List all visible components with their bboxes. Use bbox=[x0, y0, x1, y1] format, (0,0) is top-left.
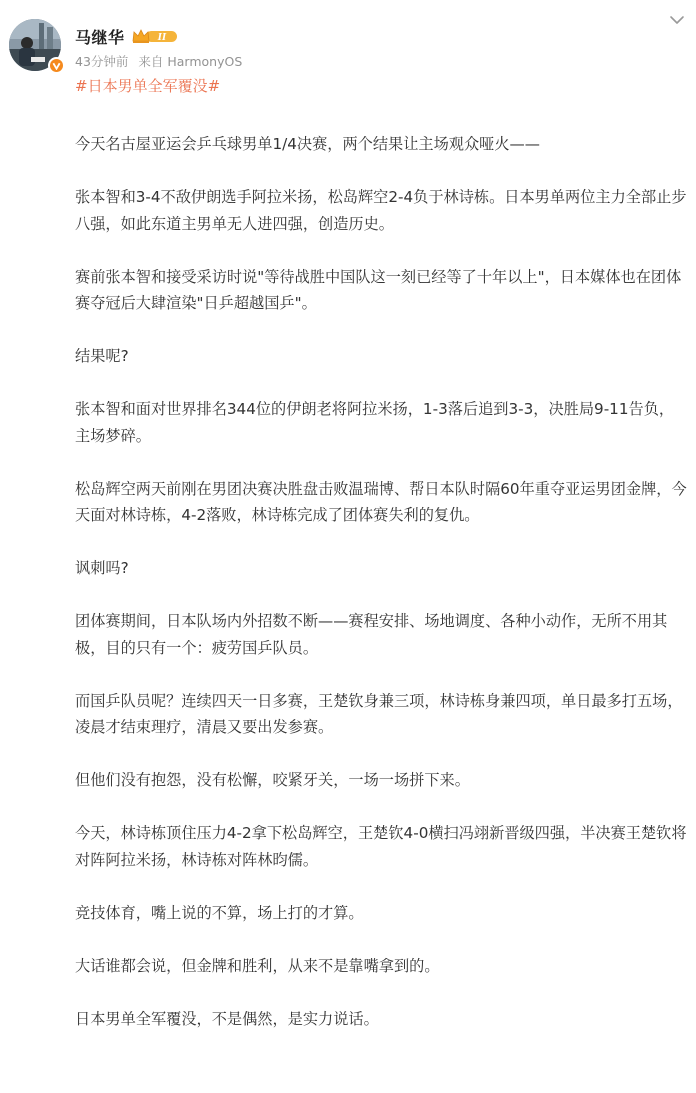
paragraph: 日本男单全军覆没，不是偶然，是实力说话。 bbox=[75, 1009, 379, 1028]
topic-hashtag[interactable]: #日本男单全军覆没# bbox=[75, 77, 221, 95]
user-name-row bbox=[75, 24, 178, 48]
post-time[interactable]: 43分钟前 bbox=[75, 54, 129, 69]
post-meta bbox=[75, 52, 242, 70]
paragraph: 松岛辉空两天前刚在男团决赛决胜盘击败温瑞博、帮日本队时隔60年重夺亚运男团金牌，今天面对林诗栋，4-2落败，林诗栋完成了团体赛失利的复仇。 bbox=[75, 479, 687, 524]
paragraph: 赛前张本智和接受采访时说"等待战胜中国队这一刻已经等了十年以上"，日本媒体也在团体赛夺冠后大肆渲染"日乒超越国乒"。 bbox=[75, 267, 682, 312]
paragraph: 大话谁都会说，但金牌和胜利，从来不是靠嘴拿到的。 bbox=[75, 956, 440, 975]
chevron-down-icon[interactable] bbox=[668, 12, 686, 26]
paragraph: 但他们没有抱怨，没有松懈，咬紧牙关，一场一场拼下来。 bbox=[75, 771, 470, 789]
user-name[interactable]: 马继华 bbox=[75, 27, 125, 47]
paragraph: 而国乒队员呢？连续四天一日多赛，王楚钦身兼三项，林诗栋身兼四项，单日最多打五场，凌晨才结束理疗，清晨又要出发参赛。 bbox=[75, 691, 683, 736]
paragraph: 今天名古屋亚运会乒乓球男单1/4决赛，两个结果让主场观众哑火—— bbox=[75, 135, 540, 153]
paragraph: 今天，林诗栋顶住压力4-2拿下松岛辉空，王楚钦4-0横扫冯翊新晋级四强，半决赛王楚钦将对阵阿拉米扬，林诗栋对阵林昀儒。 bbox=[75, 824, 687, 869]
level-text: II bbox=[157, 32, 166, 43]
verified-badge-icon bbox=[48, 57, 65, 74]
post-body bbox=[75, 131, 687, 1032]
crown-level-icon[interactable] bbox=[132, 29, 178, 44]
paragraph: 张本智和面对世界排名344位的伊朗老将阿拉米扬，1-3落后追到3-3，决胜局9-11告负，主场梦碎。 bbox=[75, 400, 675, 445]
paragraph: 结果呢? bbox=[75, 347, 129, 365]
verified-v-icon bbox=[52, 61, 61, 70]
paragraph: 团体赛期间，日本队场内外招数不断——赛程安排、场地调度、各种小动作，无所不用其极，目的只有一个：疲劳国乒队员。 bbox=[75, 612, 668, 657]
paragraph: 竞技体育，嘴上说的不算，场上打的才算。 bbox=[75, 903, 364, 922]
paragraph: 讽刺吗? bbox=[75, 559, 129, 577]
paragraph: 张本智和3-4不敌伊朗选手阿拉米扬，松岛辉空2-4负于林诗栋。日本男单两位主力全部止步八强，如此东道主男单无人进四强，创造历史。 bbox=[75, 188, 687, 233]
post-source: 来自 HarmonyOS bbox=[138, 54, 243, 69]
